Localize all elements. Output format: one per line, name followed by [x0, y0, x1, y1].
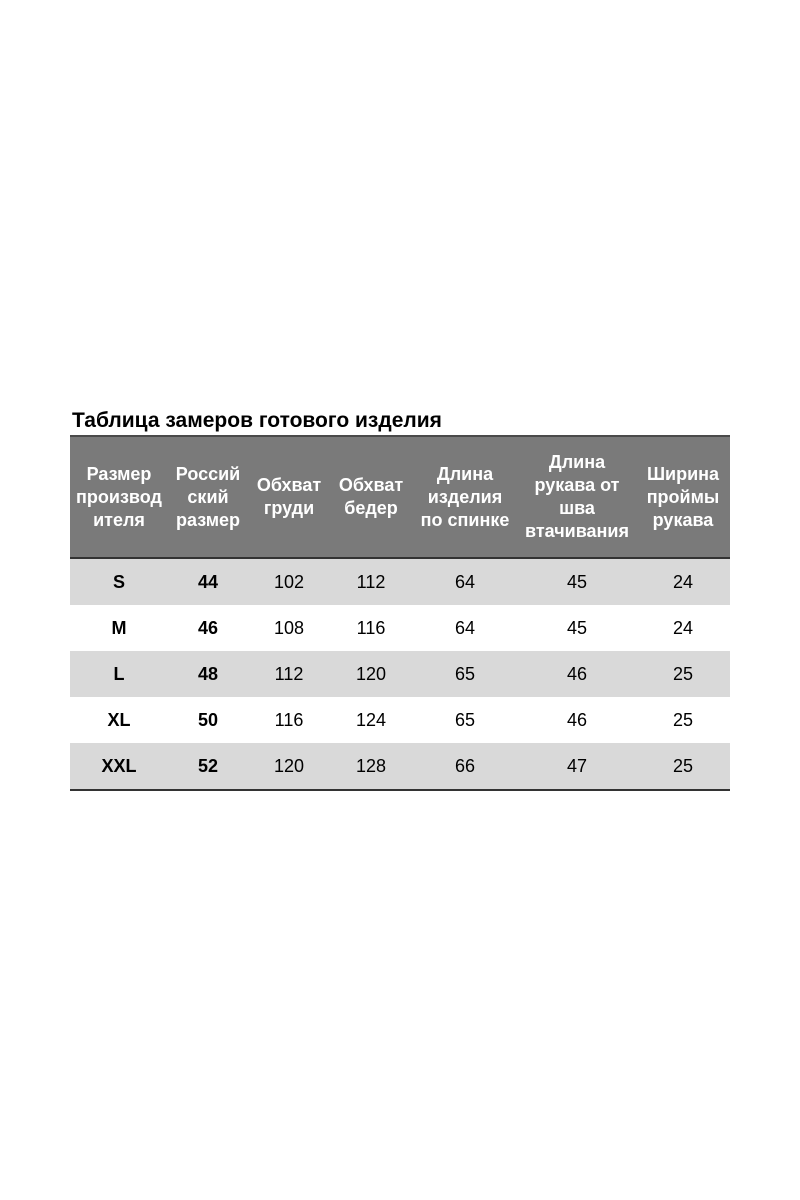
cell-sleeve-length: 46 [566, 709, 588, 730]
header-back-length: Длина изделия по спинке [412, 436, 518, 558]
cell-manufacturer-size: L [70, 651, 168, 697]
cell-manufacturer-size: S [70, 558, 168, 605]
cell-armhole-width: 25 [636, 651, 730, 697]
cell-sleeve-length: 45 [518, 558, 636, 605]
cell-hips: 124 [355, 709, 387, 730]
cell-sleeve-length: 47 [518, 743, 636, 790]
cell-hips: 112 [330, 558, 412, 605]
cell-chest: 112 [248, 651, 330, 697]
cell-back-length: 64 [412, 558, 518, 605]
cell-chest: 108 [273, 617, 305, 638]
cell-armhole-width: 24 [636, 558, 730, 605]
table-row [70, 651, 730, 697]
cell-manufacturer-size: XXL [70, 743, 168, 790]
header-manufacturer-size: Размер производ ителя [70, 436, 168, 558]
size-table [70, 435, 730, 791]
cell-armhole-width: 25 [672, 709, 694, 730]
cell-armhole-width: 24 [672, 617, 694, 638]
table-title: Таблица замеров готового изделия [72, 409, 442, 432]
cell-hips: 116 [356, 617, 386, 638]
cell-sleeve-length: 45 [566, 617, 588, 638]
header-hips: Обхват бедер [330, 436, 412, 558]
cell-back-length: 66 [412, 743, 518, 790]
cell-hips: 128 [330, 743, 412, 790]
cell-chest: 120 [248, 743, 330, 790]
header-sleeve-length: Длина рукава от шва втачивания [518, 436, 636, 558]
cell-chest: 116 [274, 709, 304, 730]
header-russian-size: Россий ский размер [168, 436, 248, 558]
cell-chest: 102 [248, 558, 330, 605]
cell-sleeve-length: 46 [518, 651, 636, 697]
header-row [70, 436, 730, 558]
cell-russian-size: 46 [197, 617, 219, 638]
cell-russian-size: 50 [197, 709, 219, 730]
header-armhole-width: Ширина проймы рукава [636, 436, 730, 558]
cell-back-length: 64 [454, 617, 476, 638]
cell-russian-size: 48 [168, 651, 248, 697]
header-chest: Обхват груди [248, 436, 330, 558]
cell-manufacturer-size: M [111, 617, 127, 638]
cell-hips: 120 [330, 651, 412, 697]
cell-armhole-width: 25 [636, 743, 730, 790]
cell-back-length: 65 [412, 651, 518, 697]
cell-back-length: 65 [454, 709, 476, 730]
cell-russian-size: 44 [168, 558, 248, 605]
table-row [70, 605, 730, 651]
table-row [70, 743, 730, 790]
table-row [70, 558, 730, 605]
cell-russian-size: 52 [168, 743, 248, 790]
table-row [70, 697, 730, 743]
cell-manufacturer-size: XL [107, 709, 131, 730]
